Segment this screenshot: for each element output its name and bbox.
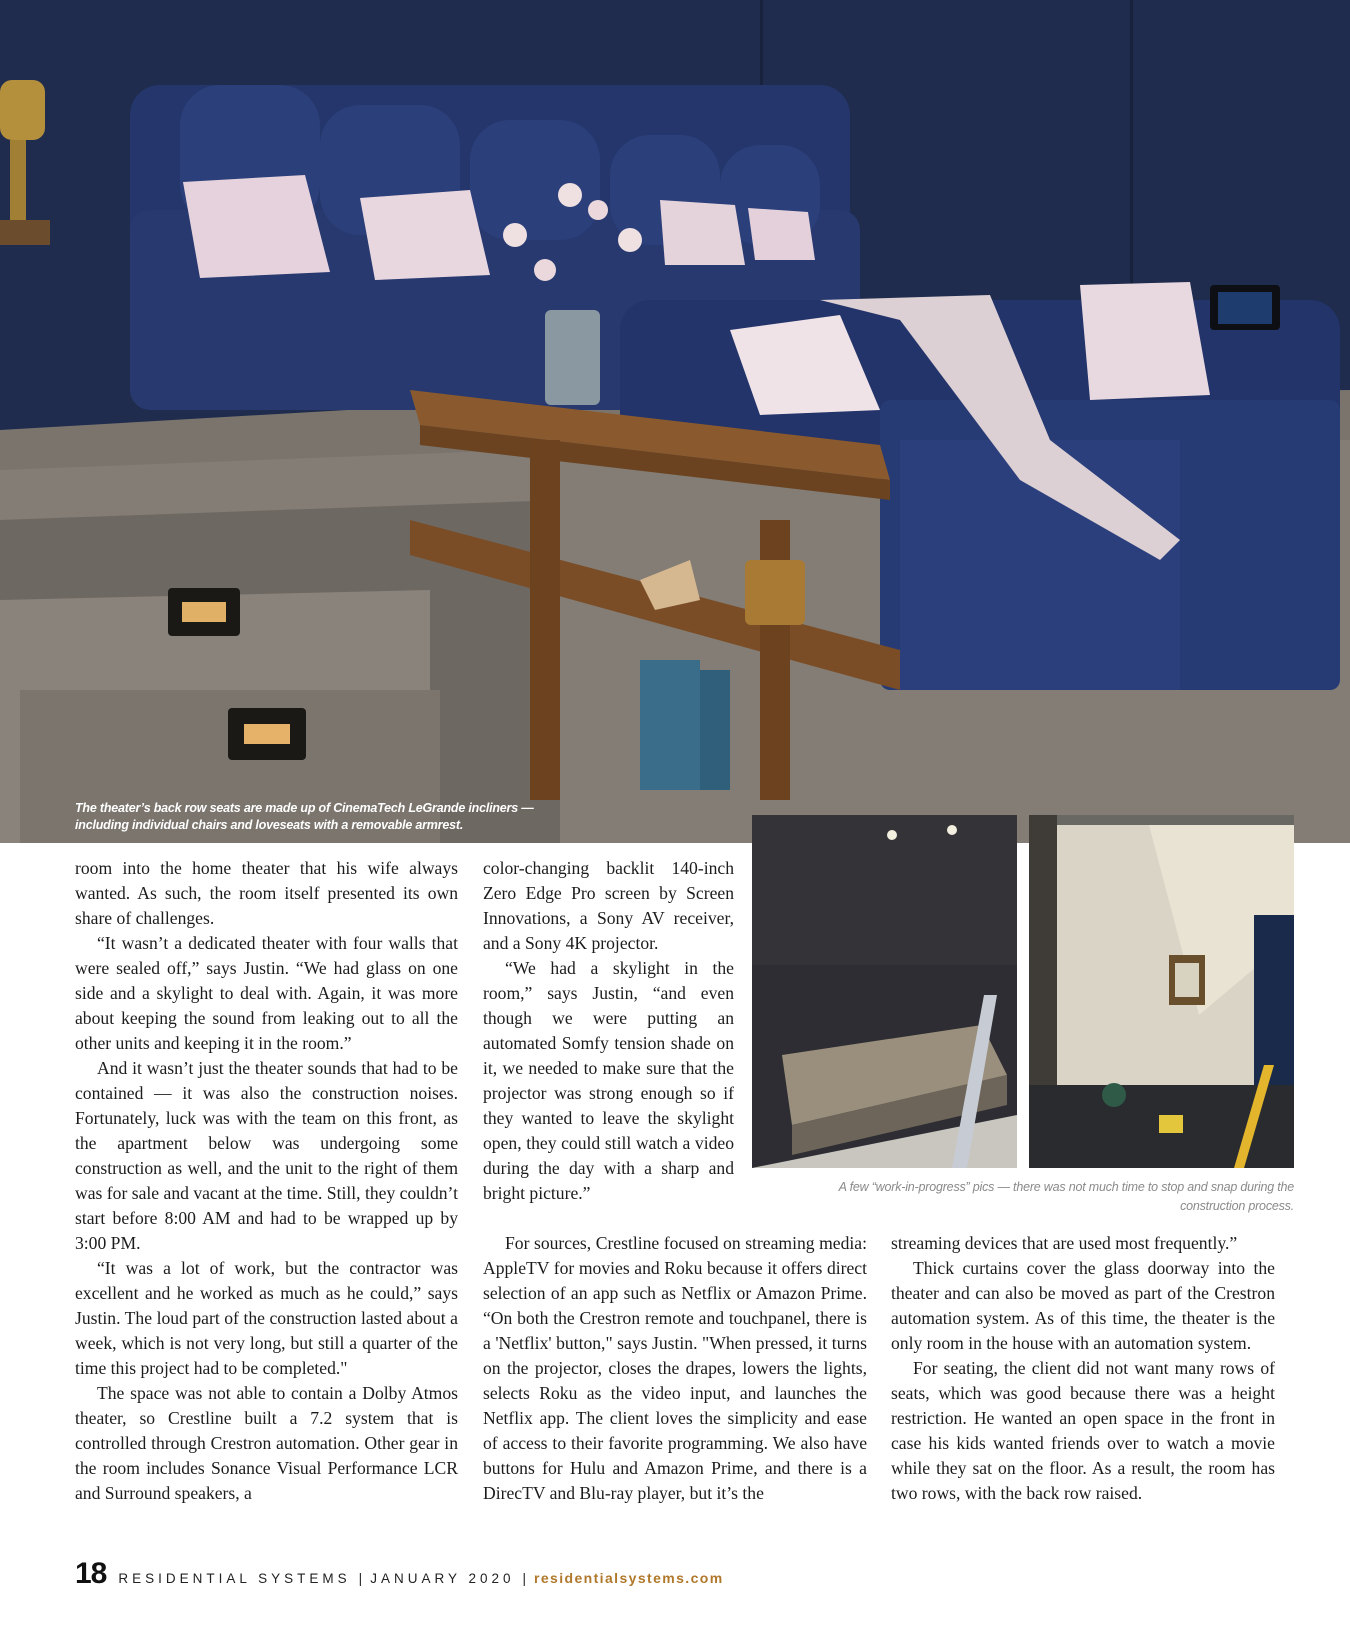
page-number: 18 bbox=[75, 1557, 107, 1590]
paragraph: “It wasn’t a dedicated theater with four walls that were sealed off,” says Justin. “We had glass on one side and a skylight to deal with. Again, it was more about keeping the sound from leaking out to all the other units and keeping it in the room.” bbox=[75, 933, 458, 1053]
paragraph: And it wasn’t just the theater sounds that had to be contained — it was also the construction noises. Fortunately, luck was with the team on this front, as the apartment below was undergoing some construction as well, and the unit to the right of them was for sale and vacant at the time. Still, they couldn’t start before 8:00 AM and had to be wrapped up by 3:00 PM. bbox=[75, 1058, 458, 1253]
wip-caption-line-2: construction process. bbox=[1180, 1199, 1294, 1213]
article-column-1 bbox=[75, 856, 458, 1506]
website-link[interactable]: residentialsystems.com bbox=[534, 1570, 724, 1586]
footer-separator: | bbox=[358, 1571, 363, 1586]
hero-caption bbox=[75, 800, 635, 834]
wip-caption bbox=[760, 1178, 1294, 1216]
wip-photo-2 bbox=[1029, 815, 1294, 1168]
paragraph: The space was not able to contain a Dolby Atmos theater, so Crestline built a 7.2 system that is controlled through Crestron automation. Other gear in the room includes Sonance Visual Performance LCR and Surround speakers, a bbox=[75, 1383, 458, 1503]
issue-date: JANUARY 2020 bbox=[370, 1571, 515, 1586]
paragraph: For seating, the client did not want many rows of seats, which was good because there was a height restriction. He wanted an open space in the front in case his kids wanted friends over to watch a movie while they sat on the floor. As a result, the room has two rows, with the back row raised. bbox=[891, 1358, 1275, 1503]
wip-photo-1 bbox=[752, 815, 1017, 1168]
hero-caption-line-2: including individual chairs and loveseats with a removable armrest. bbox=[75, 818, 464, 832]
paragraph: color-changing backlit 140-inch Zero Edge Pro screen by Screen Innovations, a Sony AV receiver, and a Sony 4K projector. bbox=[483, 858, 734, 953]
paragraph: room into the home theater that his wife always wanted. As such, the room itself presented its own share of challenges. bbox=[75, 858, 458, 928]
wip-caption-line-1: A few “work-in-progress” pics — there was not much time to stop and snap during the bbox=[838, 1180, 1294, 1194]
article-column-2 bbox=[483, 856, 734, 1206]
paragraph: “It was a lot of work, but the contractor was excellent and he worked as much as he could,” says Justin. The loud part of the construction lasted about a week, which is not very long, but still a quarter of the time this project had to be completed." bbox=[75, 1258, 458, 1378]
page-footer bbox=[75, 1557, 724, 1589]
paragraph: “We had a skylight in the room,” says Justin, “and even though we were putting an automated Somfy tension shade on it, we needed to make sure that the projector was strong enough so if they wanted to leave the skylight open, they could still watch a video during the day with a sharp and bright picture.” bbox=[483, 958, 734, 1203]
footer-separator: | bbox=[522, 1571, 527, 1586]
publication-name: RESIDENTIAL SYSTEMS bbox=[118, 1571, 351, 1586]
paragraph: streaming devices that are used most frequently.” bbox=[891, 1233, 1238, 1253]
article-column-2-lower bbox=[483, 1231, 867, 1506]
paragraph: For sources, Crestline focused on streaming media: AppleTV for movies and Roku because it offers direct selection of an app such as Netflix or Amazon Prime. “On both the Crestron remote and touchpanel, there is a 'Netflix' button," says Justin. "When pressed, it turns on the projector, closes the drapes, lowers the lights, selects Roku as the video input, and launches the Netflix app. The client loves the simplicity and ease of access to their favorite programming. We also have buttons for Hulu and Amazon Prime, and there is a DirecTV and Blu-ray player, but it’s the bbox=[483, 1233, 867, 1503]
paragraph: Thick curtains cover the glass doorway into the theater and can also be moved as part of the Crestron automation system. As of this time, the theater is the only room in the house with an automation system. bbox=[891, 1258, 1275, 1353]
article-column-3 bbox=[891, 1231, 1275, 1506]
hero-caption-line-1: The theater’s back row seats are made up of CinemaTech LeGrande incliners — bbox=[75, 801, 534, 815]
